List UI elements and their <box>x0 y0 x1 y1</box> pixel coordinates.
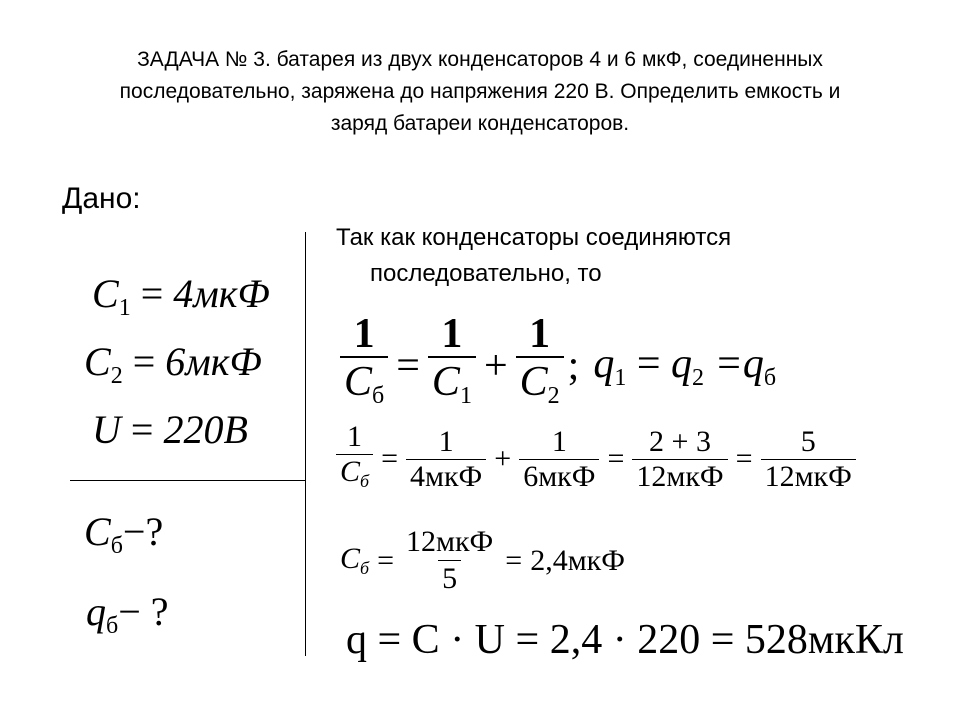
c1-symbol: C <box>92 271 119 316</box>
capacitance-result: 2,4мкФ <box>530 543 625 577</box>
solution-intro-line-2: последовательно, то <box>370 260 602 287</box>
c2-symbol: C <box>84 339 111 384</box>
horizontal-divider <box>70 480 306 481</box>
problem-line-3: заряд батареи конденсаторов. <box>330 112 630 135</box>
find-charge <box>86 588 169 640</box>
cb-symbol: C <box>340 542 361 575</box>
charge-equality: $q_1 = q_2 =q_б$ <box>593 341 777 391</box>
vertical-divider <box>305 232 306 656</box>
u-symbol: U <box>92 407 121 452</box>
fraction-5-over-12uf: $\frac{5}{\text{12мкФ}}$ <box>761 425 856 494</box>
given-u: U = 220В <box>92 407 248 452</box>
find-q-subscript: б <box>106 613 119 639</box>
find-c-question: −? <box>122 509 164 554</box>
u-value: 220В <box>163 407 248 452</box>
given-c1: $C_1 = 4мкФ$ <box>92 271 270 321</box>
fraction-1-over-cb-small: $\frac{1}{C_б}$ <box>336 420 373 498</box>
find-c-subscript: б <box>110 533 123 559</box>
find-c-symbol: C <box>84 509 111 554</box>
c1-value: 4мкФ <box>173 271 270 316</box>
fraction-12uf-over-5: $\frac{\text{12мкФ}}{5}$ <box>406 525 494 595</box>
given-c2: $C_2 = 6мкФ$ <box>84 339 262 389</box>
fraction-1-over-c2: $\frac{1}{C_2}$ <box>516 312 564 420</box>
charge-result-formula <box>346 616 904 664</box>
given-label: Дано: <box>62 182 141 215</box>
c1-subscript: 1 <box>118 295 131 321</box>
fraction-1-over-4uf: $\frac{1}{\text{4мкФ}}$ <box>406 425 486 494</box>
c2-subscript: 2 <box>110 363 123 389</box>
problem-line-1: ЗАДАЧА № 3. батарея из двух конденсаторов 4 и 6 мкФ, соединенных <box>137 48 823 71</box>
solution-intro-line-1: Так как конденсаторы соединяются <box>336 224 732 251</box>
fraction-1-over-cb: $\frac{1}{C_б}$ <box>340 312 388 420</box>
capacitance-result-formula: $C_б$ = $\frac{\text{12мкФ}}{5}$ = 2,4мкФ <box>340 525 625 595</box>
numeric-sum-formula: $\frac{1}{C_б}$ = $\frac{1}{\text{4мкФ}}$ + $\frac{1}{\text{6мкФ}}$ = $\frac{2 + 3}{\text{12мкФ}}$ = $\frac{5}{\text{12мкФ}}$ <box>336 420 856 498</box>
fraction-1-over-c1: $\frac{1}{C_1}$ <box>428 312 476 420</box>
problem-line-2: последовательно, заряжена до напряжения 220 В. Определить емкость и <box>119 80 841 103</box>
fraction-1-over-6uf: $\frac{1}{\text{6мкФ}}$ <box>519 425 599 494</box>
find-q-symbol: q <box>86 589 106 634</box>
fraction-2plus3-over-12uf: $\frac{2 + 3}{\text{12мкФ}}$ <box>632 425 727 494</box>
problem-statement <box>60 44 900 140</box>
charge-result: q = C · U = 2,4 · 220 = 528мкКл <box>346 617 904 663</box>
solution-intro <box>336 220 731 292</box>
series-capacitance-formula: $\frac{1}{C_б}$ = $\frac{1}{C_1}$ + $\frac{1}{C_2}$ ; $q_1 = q_2 =q_б$ <box>340 312 776 420</box>
find-q-question: − ? <box>118 589 169 634</box>
c2-value: 6мкФ <box>165 339 262 384</box>
find-capacity <box>84 508 163 560</box>
